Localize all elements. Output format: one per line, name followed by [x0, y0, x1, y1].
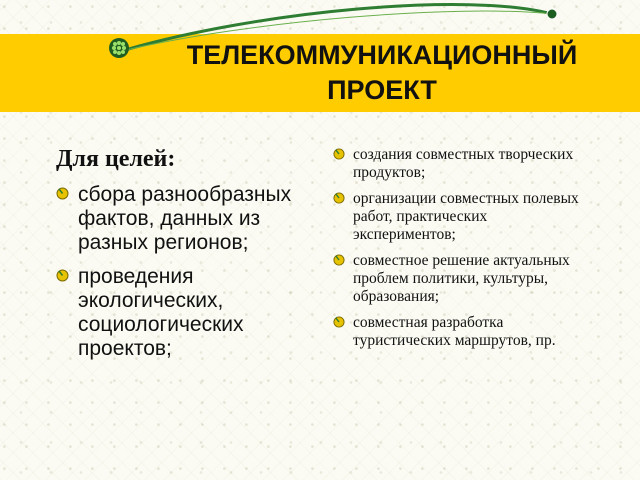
title-bullet-icon	[108, 37, 130, 59]
bullet-icon	[333, 192, 345, 204]
list-item	[56, 183, 316, 255]
list-item	[333, 314, 583, 350]
bullet-icon	[56, 187, 69, 200]
title-line-2: ПРОЕКТ	[327, 75, 437, 105]
list-item	[333, 146, 583, 182]
list-item-text: сбора разнообразных фактов, данных из разных регионов;	[78, 183, 292, 254]
goals-column	[56, 146, 316, 371]
list-item-text: организации совместных полевых работ, практических экспериментов;	[353, 190, 579, 243]
bullet-icon	[333, 148, 345, 160]
bullet-icon	[333, 254, 345, 266]
bullet-icon	[56, 269, 69, 282]
list-item-text: совместное решение актуальных проблем политики, культуры, образования;	[353, 252, 570, 305]
goals-heading: Для целей:	[56, 146, 176, 172]
goals-list	[56, 183, 316, 361]
list-item	[56, 265, 316, 361]
list-item	[333, 252, 583, 306]
list-item	[333, 190, 583, 244]
purposes-column	[333, 146, 583, 358]
bullet-icon	[333, 316, 345, 328]
page-title	[132, 38, 632, 108]
list-item-text: создания совместных творческих продуктов;	[353, 146, 574, 181]
list-item-text: проведения экологических, социологических проектов;	[78, 265, 244, 360]
list-item-text: совместная разработка туристических маршрутов, пр.	[353, 314, 556, 349]
title-line-1: ТЕЛЕКОММУНИКАЦИОННЫЙ	[186, 40, 578, 70]
purposes-list	[333, 146, 583, 350]
